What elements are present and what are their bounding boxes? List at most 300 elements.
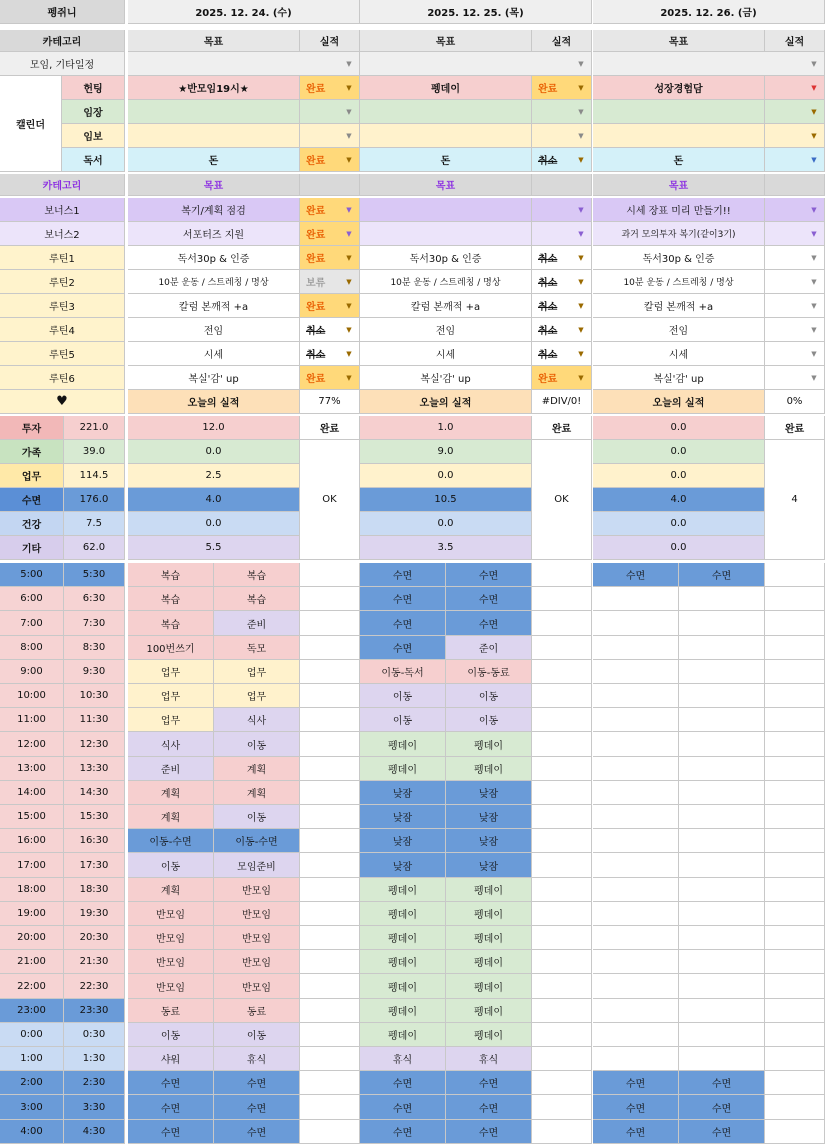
routine-goal-cell[interactable]: 전임 <box>128 318 300 342</box>
schedule-spacer <box>532 878 592 902</box>
dropdown-arrow-icon[interactable]: ▼ <box>346 350 352 358</box>
schedule-cell[interactable] <box>593 926 679 950</box>
routine-goal-cell[interactable]: 10분 운동 / 스트레칭 / 명상 <box>128 270 300 294</box>
result-header-2 <box>532 174 592 196</box>
result-dropdown[interactable]: 보류 <box>300 270 360 294</box>
schedule-cell[interactable]: 반모임 <box>128 974 214 999</box>
schedule-spacer <box>765 587 825 611</box>
time-slot-label: 0:30 <box>64 1023 125 1047</box>
dropdown-arrow-icon[interactable]: ▼ <box>346 108 352 116</box>
schedule-cell[interactable]: 낮잠 <box>446 853 532 878</box>
schedule-spacer <box>765 1120 825 1144</box>
schedule-spacer <box>532 684 592 708</box>
dropdown-arrow-icon[interactable]: ▼ <box>811 230 817 238</box>
schedule-cell[interactable]: 이동 <box>214 1023 300 1047</box>
routine-label: 루틴1 <box>0 246 125 270</box>
routine-goal-cell[interactable]: 전임 <box>593 318 765 342</box>
meeting-cell[interactable] <box>360 52 592 76</box>
dropdown-arrow-icon[interactable]: ▼ <box>578 206 584 214</box>
time-slot-label: 14:30 <box>64 781 125 805</box>
schedule-spacer <box>300 974 360 999</box>
schedule-cell[interactable]: 수면 <box>593 1071 679 1095</box>
schedule-cell[interactable]: 이동 <box>446 684 532 708</box>
dropdown-arrow-icon[interactable]: ▼ <box>578 278 584 286</box>
schedule-cell[interactable]: 업무 <box>128 708 214 732</box>
routine-label: 루틴3 <box>0 294 125 318</box>
schedule-cell[interactable]: 수면 <box>360 1071 446 1095</box>
schedule-cell[interactable] <box>679 853 765 878</box>
schedule-cell[interactable]: 수면 <box>128 1095 214 1120</box>
schedule-cell[interactable]: 펭데이 <box>360 1023 446 1047</box>
schedule-cell[interactable]: 펭데이 <box>446 926 532 950</box>
calendar-goal-cell[interactable]: ★반모임19시★ <box>128 76 300 100</box>
schedule-cell[interactable]: 준비 <box>214 611 300 636</box>
routine-goal-cell[interactable]: 칼럼 본깨적 +a <box>360 294 532 318</box>
dropdown-arrow-icon[interactable]: ▼ <box>811 156 817 164</box>
schedule-cell[interactable]: 이동 <box>360 684 446 708</box>
calendar-goal-cell[interactable] <box>593 124 765 148</box>
calendar-label: 캘린더 <box>0 76 62 172</box>
routine-goal-cell[interactable]: 시세 장표 미리 만들기!! <box>593 198 765 222</box>
calendar-goal-cell[interactable]: 성장경험담 <box>593 76 765 100</box>
routine-goal-cell[interactable]: 복실'감' up <box>128 366 300 390</box>
result-dropdown[interactable]: 취소 <box>532 342 592 366</box>
dropdown-arrow-icon[interactable]: ▼ <box>346 84 352 92</box>
schedule-cell[interactable]: 수면 <box>679 1095 765 1120</box>
schedule-cell[interactable]: 펭데이 <box>360 974 446 999</box>
schedule-cell[interactable]: 수면 <box>360 636 446 660</box>
schedule-cell[interactable] <box>593 999 679 1023</box>
schedule-cell[interactable]: 수면 <box>679 1120 765 1144</box>
schedule-cell[interactable]: 반모임 <box>128 950 214 974</box>
schedule-cell[interactable] <box>679 636 765 660</box>
time-slot-label: 13:00 <box>0 757 64 781</box>
schedule-cell[interactable]: 펭데이 <box>446 1023 532 1047</box>
result-header: 실적 <box>300 30 360 52</box>
schedule-cell[interactable] <box>593 636 679 660</box>
schedule-spacer <box>765 805 825 829</box>
schedule-cell[interactable]: 수면 <box>360 587 446 611</box>
dropdown-arrow-icon[interactable]: ▼ <box>811 350 817 358</box>
schedule-cell[interactable]: 이동 <box>446 708 532 732</box>
schedule-cell[interactable]: 반모임 <box>128 926 214 950</box>
schedule-cell[interactable]: 펭데이 <box>446 999 532 1023</box>
dropdown-arrow-icon[interactable]: ▼ <box>346 60 352 68</box>
result-dropdown[interactable]: 취소 <box>300 342 360 366</box>
routine-goal-cell[interactable]: 과거 모의투자 복기(같이3기) <box>593 222 765 246</box>
dropdown-arrow-icon[interactable]: ▼ <box>578 254 584 262</box>
time-value: 0.0 <box>360 464 532 488</box>
schedule-cell[interactable] <box>593 853 679 878</box>
schedule-cell[interactable]: 수면 <box>679 563 765 587</box>
time-slot-label: 23:00 <box>0 999 64 1023</box>
dropdown-arrow-icon[interactable]: ▼ <box>578 302 584 310</box>
dropdown-arrow-icon[interactable]: ▼ <box>346 374 352 382</box>
dropdown-arrow-icon[interactable]: ▼ <box>346 278 352 286</box>
schedule-cell[interactable]: 반모임 <box>214 950 300 974</box>
schedule-cell[interactable] <box>679 781 765 805</box>
schedule-cell[interactable]: 샤워 <box>128 1047 214 1071</box>
result-dropdown[interactable]: 취소 <box>532 270 592 294</box>
today-value: #DIV/0! <box>532 390 592 414</box>
done-value: OK <box>532 440 592 560</box>
schedule-cell[interactable]: 낮잠 <box>360 829 446 853</box>
schedule-cell[interactable] <box>593 708 679 732</box>
routine-goal-cell[interactable]: 복실'감' up <box>593 366 765 390</box>
time-slot-label: 16:00 <box>0 829 64 853</box>
schedule-cell[interactable] <box>679 902 765 926</box>
schedule-cell[interactable]: 수면 <box>593 1120 679 1144</box>
routine-goal-cell[interactable]: 독서30p & 인증 <box>593 246 765 270</box>
schedule-cell[interactable]: 식사 <box>128 732 214 757</box>
schedule-cell[interactable]: 계획 <box>128 805 214 829</box>
schedule-spacer <box>765 829 825 853</box>
time-category-total: 7.5 <box>64 512 125 536</box>
routine-goal-cell[interactable] <box>360 198 532 222</box>
schedule-cell[interactable]: 수면 <box>446 563 532 587</box>
schedule-cell[interactable] <box>593 1047 679 1071</box>
calendar-goal-cell[interactable]: 돈 <box>128 148 300 172</box>
schedule-cell[interactable]: 복습 <box>128 611 214 636</box>
schedule-cell[interactable] <box>593 829 679 853</box>
schedule-cell[interactable]: 수면 <box>360 1120 446 1144</box>
schedule-cell[interactable]: 업무 <box>214 684 300 708</box>
schedule-cell[interactable]: 휴식 <box>214 1047 300 1071</box>
schedule-cell[interactable]: 동료 <box>128 999 214 1023</box>
schedule-cell[interactable]: 펭데이 <box>446 974 532 999</box>
schedule-spacer <box>300 999 360 1023</box>
schedule-cell[interactable]: 수면 <box>360 563 446 587</box>
today-label: 오늘의 실적 <box>360 390 532 414</box>
schedule-cell[interactable]: 펭데이 <box>360 878 446 902</box>
calendar-goal-cell[interactable]: 돈 <box>593 148 765 172</box>
schedule-cell[interactable]: 휴식 <box>446 1047 532 1071</box>
schedule-spacer <box>300 1023 360 1047</box>
schedule-cell[interactable] <box>679 708 765 732</box>
schedule-cell[interactable]: 펭데이 <box>446 902 532 926</box>
schedule-cell[interactable]: 펭데이 <box>360 950 446 974</box>
schedule-cell[interactable] <box>593 950 679 974</box>
schedule-cell[interactable] <box>593 805 679 829</box>
schedule-cell[interactable]: 반모임 <box>214 902 300 926</box>
time-slot-label: 4:30 <box>64 1120 125 1144</box>
time-category-label: 건강 <box>0 512 64 536</box>
schedule-cell[interactable] <box>679 757 765 781</box>
schedule-cell[interactable] <box>593 781 679 805</box>
result-dropdown[interactable]: 완료 <box>300 366 360 390</box>
dropdown-arrow-icon[interactable]: ▼ <box>578 326 584 334</box>
routine-goal-cell[interactable]: 10분 운동 / 스트레칭 / 명상 <box>360 270 532 294</box>
schedule-spacer <box>300 926 360 950</box>
routine-goal-cell[interactable]: 전임 <box>360 318 532 342</box>
schedule-cell[interactable]: 이동 <box>214 732 300 757</box>
schedule-cell[interactable]: 낮잠 <box>360 853 446 878</box>
dropdown-arrow-icon[interactable]: ▼ <box>811 254 817 262</box>
schedule-cell[interactable] <box>679 950 765 974</box>
schedule-cell[interactable]: 계획 <box>214 781 300 805</box>
time-slot-label: 16:30 <box>64 829 125 853</box>
schedule-cell[interactable] <box>679 974 765 999</box>
schedule-cell[interactable]: 이동 <box>360 708 446 732</box>
schedule-cell[interactable]: 반모임 <box>128 902 214 926</box>
schedule-spacer <box>300 587 360 611</box>
schedule-cell[interactable]: 업무 <box>214 660 300 684</box>
result-dropdown[interactable]: 취소 <box>532 246 592 270</box>
routine-goal-cell[interactable]: 시세 <box>128 342 300 366</box>
result-dropdown[interactable]: 완료 <box>300 198 360 222</box>
schedule-spacer <box>300 878 360 902</box>
calendar-goal-cell[interactable]: 펭데이 <box>360 76 532 100</box>
dropdown-arrow-icon[interactable]: ▼ <box>811 206 817 214</box>
schedule-cell[interactable] <box>679 660 765 684</box>
schedule-cell[interactable]: 낮잠 <box>446 805 532 829</box>
schedule-cell[interactable]: 수면 <box>593 1095 679 1120</box>
time-slot-label: 6:00 <box>0 587 64 611</box>
schedule-cell[interactable]: 낮잠 <box>360 805 446 829</box>
schedule-cell[interactable] <box>679 926 765 950</box>
routine-goal-cell[interactable]: 복실'감' up <box>360 366 532 390</box>
schedule-cell[interactable]: 낮잠 <box>360 781 446 805</box>
schedule-cell[interactable]: 이동-수면 <box>214 829 300 853</box>
dropdown-arrow-icon[interactable]: ▼ <box>578 84 584 92</box>
routine-goal-cell[interactable]: 칼럼 본깨적 +a <box>593 294 765 318</box>
schedule-cell[interactable]: 수면 <box>128 1071 214 1095</box>
schedule-cell[interactable]: 100번쓰기 <box>128 636 214 660</box>
schedule-cell[interactable]: 수면 <box>214 1095 300 1120</box>
dropdown-arrow-icon[interactable]: ▼ <box>578 374 584 382</box>
schedule-spacer <box>532 853 592 878</box>
schedule-cell[interactable]: 이동 <box>128 1023 214 1047</box>
schedule-cell[interactable] <box>679 684 765 708</box>
schedule-cell[interactable]: 펭데이 <box>446 950 532 974</box>
schedule-spacer <box>765 732 825 757</box>
schedule-spacer <box>300 636 360 660</box>
time-category-total: 39.0 <box>64 440 125 464</box>
schedule-cell[interactable]: 수면 <box>360 611 446 636</box>
schedule-cell[interactable]: 수면 <box>446 1071 532 1095</box>
routine-goal-cell[interactable]: 칼럼 본깨적 +a <box>128 294 300 318</box>
result-dropdown[interactable]: 완료 <box>300 246 360 270</box>
result-dropdown[interactable]: 완료 <box>532 76 592 100</box>
calendar-item: 독서 <box>62 148 125 172</box>
dropdown-arrow-icon[interactable]: ▼ <box>346 132 352 140</box>
dropdown-arrow-icon[interactable]: ▼ <box>811 132 817 140</box>
schedule-cell[interactable]: 업무 <box>128 660 214 684</box>
dropdown-arrow-icon[interactable]: ▼ <box>578 108 584 116</box>
schedule-cell[interactable]: 수면 <box>360 1095 446 1120</box>
result-dropdown[interactable]: 완료 <box>300 222 360 246</box>
schedule-cell[interactable]: 이동-독서 <box>360 660 446 684</box>
schedule-spacer <box>532 636 592 660</box>
dropdown-arrow-icon[interactable]: ▼ <box>811 60 817 68</box>
calendar-goal-cell[interactable]: 돈 <box>360 148 532 172</box>
routine-goal-cell[interactable]: 시세 <box>360 342 532 366</box>
schedule-cell[interactable]: 식사 <box>214 708 300 732</box>
schedule-cell[interactable] <box>679 829 765 853</box>
dropdown-arrow-icon[interactable]: ▼ <box>811 302 817 310</box>
schedule-cell[interactable] <box>679 999 765 1023</box>
dropdown-arrow-icon[interactable]: ▼ <box>346 230 352 238</box>
schedule-cell[interactable] <box>679 1047 765 1071</box>
time-slot-label: 17:00 <box>0 853 64 878</box>
schedule-cell[interactable] <box>593 732 679 757</box>
schedule-cell[interactable]: 이동-수면 <box>128 829 214 853</box>
dropdown-arrow-icon[interactable]: ▼ <box>578 132 584 140</box>
goal-header-2: 목표 <box>128 174 300 196</box>
schedule-cell[interactable]: 동료 <box>214 999 300 1023</box>
time-category-total: 62.0 <box>64 536 125 560</box>
dropdown-arrow-icon[interactable]: ▼ <box>578 230 584 238</box>
schedule-cell[interactable]: 수면 <box>446 1120 532 1144</box>
result-dropdown[interactable]: 완료 <box>532 366 592 390</box>
schedule-cell[interactable] <box>593 878 679 902</box>
schedule-cell[interactable] <box>593 1023 679 1047</box>
dropdown-arrow-icon[interactable]: ▼ <box>811 84 817 92</box>
routine-goal-cell[interactable]: 독서30p & 인증 <box>128 246 300 270</box>
time-slot-label: 15:00 <box>0 805 64 829</box>
time-slot-label: 18:00 <box>0 878 64 902</box>
dropdown-arrow-icon[interactable]: ▼ <box>346 302 352 310</box>
routine-goal-cell[interactable]: 복기/계획 점검 <box>128 198 300 222</box>
dropdown-arrow-icon[interactable]: ▼ <box>811 326 817 334</box>
calendar-goal-cell[interactable] <box>128 124 300 148</box>
schedule-cell[interactable]: 복습 <box>128 563 214 587</box>
schedule-cell[interactable]: 수면 <box>446 611 532 636</box>
schedule-cell[interactable]: 휴식 <box>360 1047 446 1071</box>
schedule-cell[interactable]: 독모 <box>214 636 300 660</box>
calendar-goal-cell[interactable] <box>128 100 300 124</box>
time-value: 12.0 <box>128 416 300 440</box>
schedule-cell[interactable]: 계획 <box>128 878 214 902</box>
dropdown-arrow-icon[interactable]: ▼ <box>346 254 352 262</box>
dropdown-arrow-icon[interactable]: ▼ <box>346 326 352 334</box>
schedule-cell[interactable]: 펭데이 <box>446 732 532 757</box>
schedule-cell[interactable]: 펭데이 <box>360 732 446 757</box>
schedule-cell[interactable]: 준이 <box>446 636 532 660</box>
result-dropdown[interactable]: 완료 <box>300 294 360 318</box>
schedule-cell[interactable] <box>679 1023 765 1047</box>
dropdown-arrow-icon[interactable]: ▼ <box>578 60 584 68</box>
goal-header: 목표 <box>360 30 532 52</box>
schedule-spacer <box>765 950 825 974</box>
schedule-cell[interactable] <box>679 587 765 611</box>
routine-goal-cell[interactable] <box>360 222 532 246</box>
schedule-cell[interactable]: 반모임 <box>214 878 300 902</box>
schedule-cell[interactable]: 모임준비 <box>214 853 300 878</box>
calendar-goal-cell[interactable] <box>593 100 765 124</box>
schedule-spacer <box>765 636 825 660</box>
schedule-cell[interactable]: 펭데이 <box>360 757 446 781</box>
schedule-cell[interactable]: 이동-동료 <box>446 660 532 684</box>
dropdown-arrow-icon[interactable]: ▼ <box>578 156 584 164</box>
schedule-cell[interactable]: 수면 <box>593 563 679 587</box>
done-value: OK <box>300 440 360 560</box>
dropdown-arrow-icon[interactable]: ▼ <box>811 374 817 382</box>
result-dropdown[interactable]: 취소 <box>532 148 592 172</box>
dropdown-arrow-icon[interactable]: ▼ <box>811 108 817 116</box>
schedule-spacer <box>532 1120 592 1144</box>
time-value: 0.0 <box>593 440 765 464</box>
time-slot-label: 10:30 <box>64 684 125 708</box>
schedule-cell[interactable] <box>593 587 679 611</box>
schedule-cell[interactable] <box>593 902 679 926</box>
schedule-cell[interactable]: 낮잠 <box>446 829 532 853</box>
schedule-cell[interactable]: 펭데이 <box>360 902 446 926</box>
meeting-cell[interactable] <box>593 52 825 76</box>
dropdown-arrow-icon[interactable]: ▼ <box>578 350 584 358</box>
schedule-cell[interactable]: 펭데이 <box>360 999 446 1023</box>
schedule-cell[interactable] <box>593 684 679 708</box>
result-dropdown[interactable]: 완료 <box>300 76 360 100</box>
time-slot-label: 8:30 <box>64 636 125 660</box>
schedule-cell[interactable]: 복습 <box>128 587 214 611</box>
schedule-cell[interactable]: 낮잠 <box>446 781 532 805</box>
schedule-cell[interactable] <box>679 805 765 829</box>
goal-header: 목표 <box>593 30 765 52</box>
schedule-cell[interactable]: 계획 <box>214 757 300 781</box>
schedule-cell[interactable]: 수면 <box>128 1120 214 1144</box>
schedule-cell[interactable] <box>679 611 765 636</box>
routine-goal-cell[interactable]: 10분 운동 / 스트레칭 / 명상 <box>593 270 765 294</box>
schedule-cell[interactable] <box>593 611 679 636</box>
time-slot-label: 5:00 <box>0 563 64 587</box>
routine-goal-cell[interactable]: 독서30p & 인증 <box>360 246 532 270</box>
schedule-cell[interactable] <box>679 878 765 902</box>
dropdown-arrow-icon[interactable]: ▼ <box>346 156 352 164</box>
calendar-goal-cell[interactable] <box>360 100 532 124</box>
calendar-goal-cell[interactable] <box>360 124 532 148</box>
schedule-cell[interactable]: 반모임 <box>214 974 300 999</box>
schedule-cell[interactable]: 계획 <box>128 781 214 805</box>
schedule-cell[interactable]: 수면 <box>446 587 532 611</box>
schedule-cell[interactable]: 업무 <box>128 684 214 708</box>
routine-goal-cell[interactable]: 서포터즈 지원 <box>128 222 300 246</box>
schedule-cell[interactable]: 펭데이 <box>446 878 532 902</box>
schedule-cell[interactable]: 펭데이 <box>446 757 532 781</box>
schedule-cell[interactable]: 수면 <box>679 1071 765 1095</box>
schedule-cell[interactable]: 이동 <box>214 805 300 829</box>
schedule-cell[interactable]: 펭데이 <box>360 926 446 950</box>
schedule-cell[interactable] <box>593 974 679 999</box>
schedule-cell[interactable]: 반모임 <box>214 926 300 950</box>
schedule-cell[interactable]: 복습 <box>214 563 300 587</box>
done-label: 완료 <box>765 416 825 440</box>
schedule-cell[interactable]: 복습 <box>214 587 300 611</box>
result-dropdown[interactable]: 취소 <box>300 318 360 342</box>
schedule-cell[interactable]: 수면 <box>214 1071 300 1095</box>
schedule-cell[interactable] <box>593 757 679 781</box>
result-dropdown[interactable]: 완료 <box>300 148 360 172</box>
schedule-cell[interactable]: 수면 <box>214 1120 300 1144</box>
time-slot-label: 7:00 <box>0 611 64 636</box>
time-value: 0.0 <box>593 536 765 560</box>
schedule-spacer <box>765 999 825 1023</box>
dropdown-arrow-icon[interactable]: ▼ <box>811 278 817 286</box>
result-dropdown[interactable]: 취소 <box>532 318 592 342</box>
routine-goal-cell[interactable]: 시세 <box>593 342 765 366</box>
schedule-cell[interactable]: 준비 <box>128 757 214 781</box>
meeting-cell[interactable] <box>128 52 360 76</box>
time-value: 0.0 <box>128 440 300 464</box>
routine-label: 루틴4 <box>0 318 125 342</box>
result-dropdown[interactable]: 취소 <box>532 294 592 318</box>
schedule-cell[interactable]: 이동 <box>128 853 214 878</box>
schedule-spacer <box>765 926 825 950</box>
dropdown-arrow-icon[interactable]: ▼ <box>346 206 352 214</box>
schedule-cell[interactable]: 수면 <box>446 1095 532 1120</box>
schedule-cell[interactable] <box>593 660 679 684</box>
schedule-cell[interactable] <box>679 732 765 757</box>
